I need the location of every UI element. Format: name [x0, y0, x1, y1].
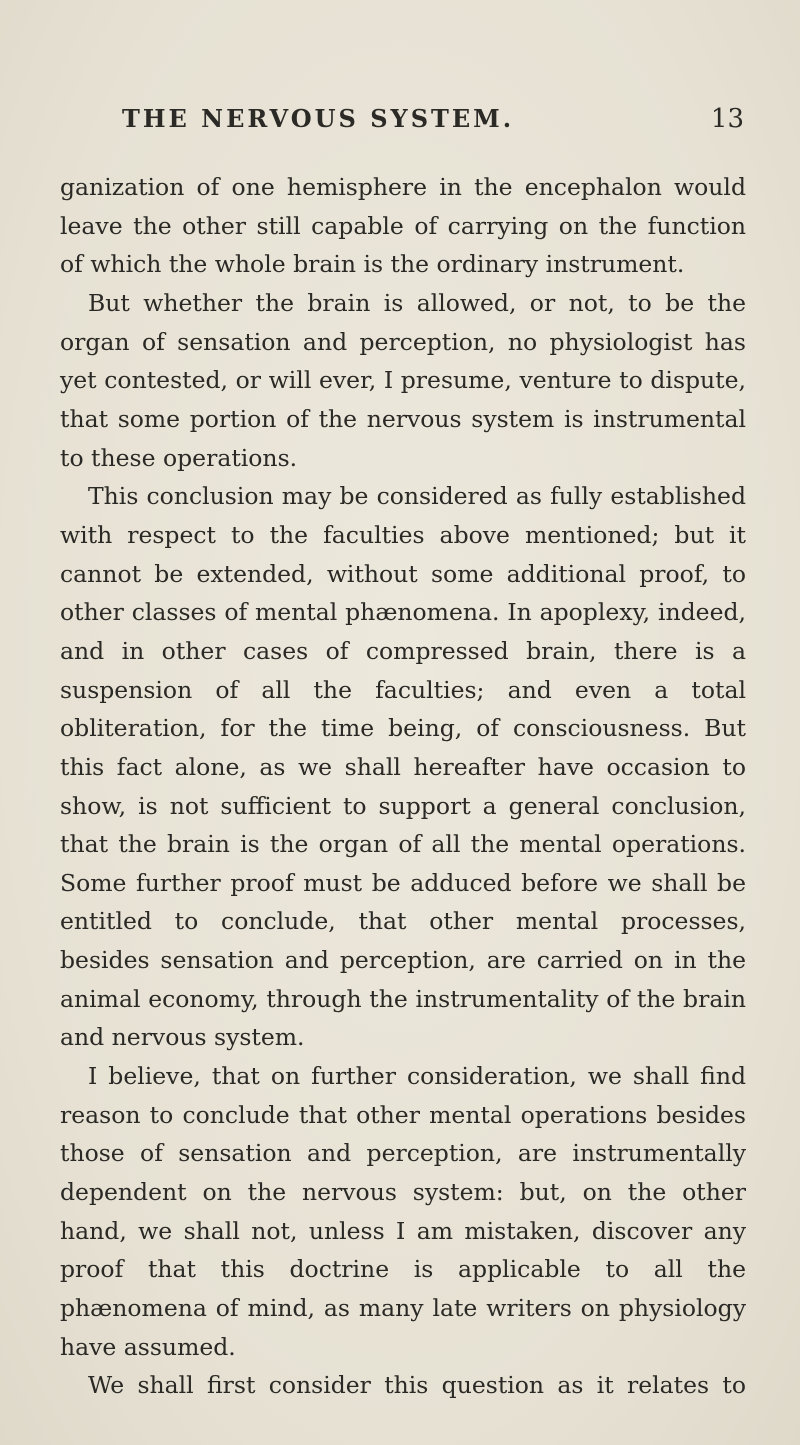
- paragraph: This conclusion may be considered as fully established with respect to the faculties above mentioned; but it cannot be extended, without some additional proof, to other classes of mental phænomena. In apoplexy, indeed, and in other cases of compressed brain, there is a suspension of all the faculties; and even a total obliteration, for the time being, of consciousness. But this fact alone, as we shall hereafter have occasion to show, is not sufficient to support a general conclusion, that the brain is the organ of all the mental operations. Some further proof must be adduced before we shall be entitled to conclude, that other mental processes, besides sensation and perception, are carried on in the animal economy, through the instrumentality of the brain and nervous system.: [60, 482, 746, 1052]
- running-head: [60, 104, 746, 144]
- paragraph: We shall first consider this question as it relates to: [88, 1371, 746, 1400]
- running-title: THE NERVOUS SYSTEM.: [122, 104, 515, 133]
- page-number: 13: [710, 104, 744, 134]
- body-text: [60, 168, 746, 1405]
- paragraph-continuation: ganization of one hemisphere in the encephalon would leave the other still capable of carrying on the function of which the whole brain is the ordinary instrument.: [60, 173, 746, 279]
- paragraph: But whether the brain is allowed, or not, to be the organ of sensation and perception, no physiologist has yet contested, or will ever, I presume, venture to dispute, that some portion of the nervous system is instrumental to these operations.: [60, 288, 746, 472]
- paragraph: I believe, that on further consideration, we shall find reason to conclude that other mental operations besides those of sensation and perception, are instrumentally dependent on the nervous system: but, on the other hand, we shall not, unless I am mistaken, discover any proof that this doctrine is applicable to all the phænomena of mind, as many late writers on physiology have assumed.: [60, 1062, 746, 1361]
